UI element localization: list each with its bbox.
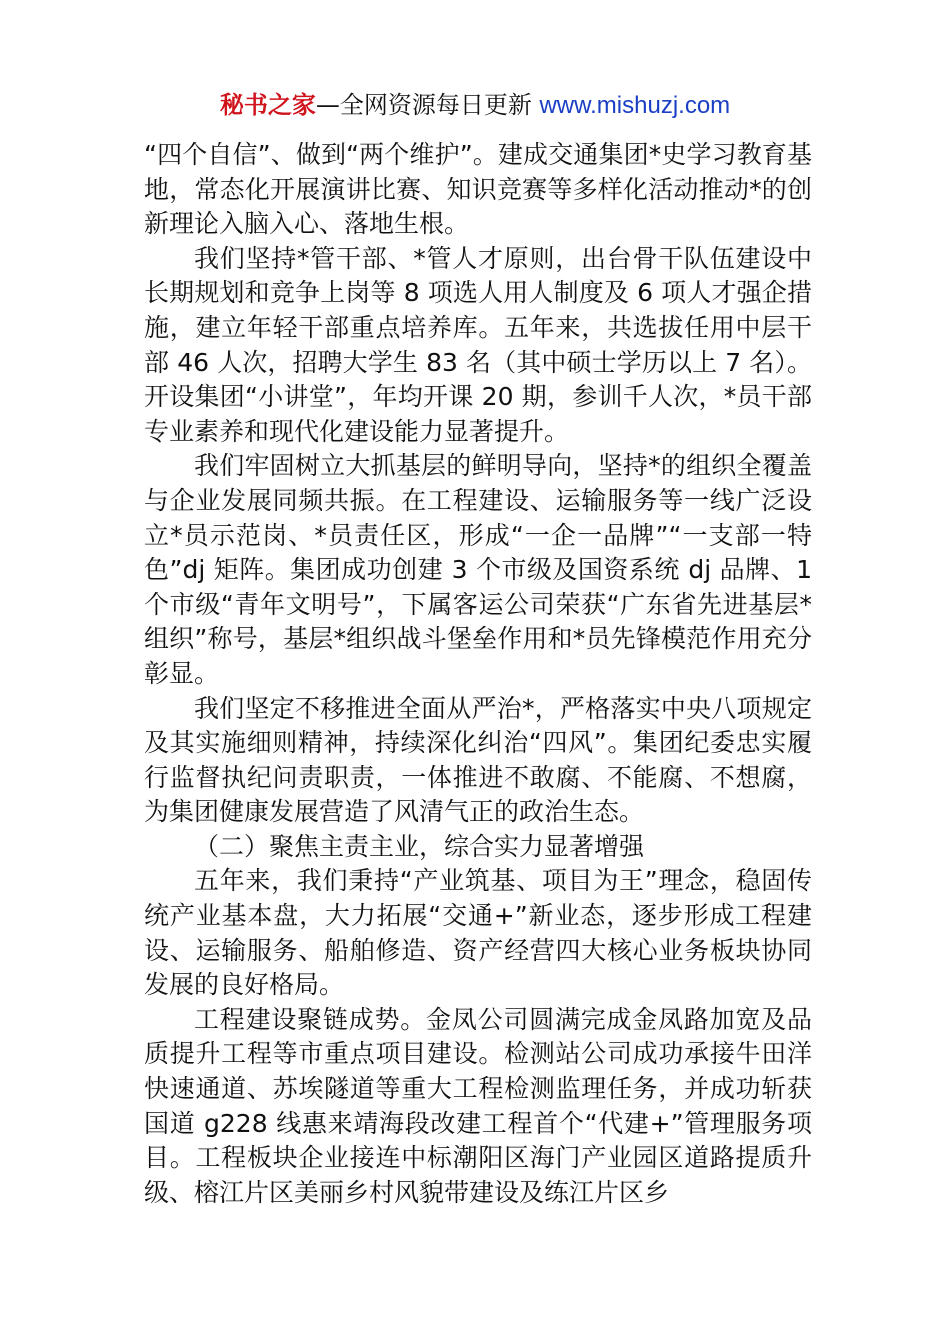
paragraph-discipline: 我们坚定不移推进全面从严治*，严格落实中央八项规定及其实施细则精神，持续深化纠治“四风”。集团纪委忠实履行监督执纪问责职责，一体推进不敢腐、不能腐、不想腐，为集团健康发展营造了风清气正的政治生态。 [144,693,812,827]
paragraph-continuation: “四个自信”、做到“两个维护”。建成交通集团*史学习教育基地，常态化开展演讲比赛、知识竞赛等多样化活动推动*的创新理论入脑入心、落地生根。 [144,140,812,239]
site-url-link[interactable]: www.mishuzj.com [539,92,731,119]
section-heading: （二）聚焦主责主业，综合实力显著增强 [194,831,645,861]
site-banner [0,88,950,123]
banner-tagline: —全网资源每日更新 [315,91,540,119]
paragraph-core-business: 五年来，我们秉持“产业筑基、项目为王”理念，稳固传统产业基本盘，大力拓展“交通+”新业态，逐步形成工程建设、运输服务、船舶修造、资产经营四大核心业务板块协同发展的良好格局。 [144,866,812,1000]
paragraph-cadre-talent: 我们坚持*管干部、*管人才原则，出台骨干队伍建设中长期规划和竞争上岗等 8 项选人用人制度及 6 项人才强企措施，建立年轻干部重点培养库。五年来，共选拔任用中层干部 46 人次，招聘大学生 83 名（其中硕士学历以上 7 名）。开设集团“小讲堂”，年均开课 20 期，参训千人次，*员干部专业素养和现代化建设能力显著提升。 [144,243,812,446]
document-body [144,138,812,1210]
paragraph-grassroots: 我们牢固树立大抓基层的鲜明导向，坚持*的组织全覆盖与企业发展同频共振。在工程建设、运输服务等一线广泛设立*员示范岗、*员责任区，形成“一企一品牌”“一支部一特色”dj 矩阵。集团成功创建 3 个市级及国资系统 dj 品牌、1 个市级“青年文明号”，下属客运公司荣获“广东省先进基层*组织”称号，基层*组织战斗堡垒作用和*员先锋模范作用充分彰显。 [144,451,812,688]
brand-name: 秘书之家 [219,91,316,119]
paragraph-engineering: 工程建设聚链成势。金凤公司圆满完成金凤路加宽及品质提升工程等市重点项目建设。检测站公司成功承接牛田洋快速通道、苏埃隧道等重大工程检测监理任务，并成功斩获国道 g228 线惠来靖海段改建工程首个“代建+”管理服务项目。工程板块企业接连中标潮阳区海门产业园区道路提质升级、榕江片区美丽乡村风貌带建设及练江片区乡 [144,1004,812,1207]
